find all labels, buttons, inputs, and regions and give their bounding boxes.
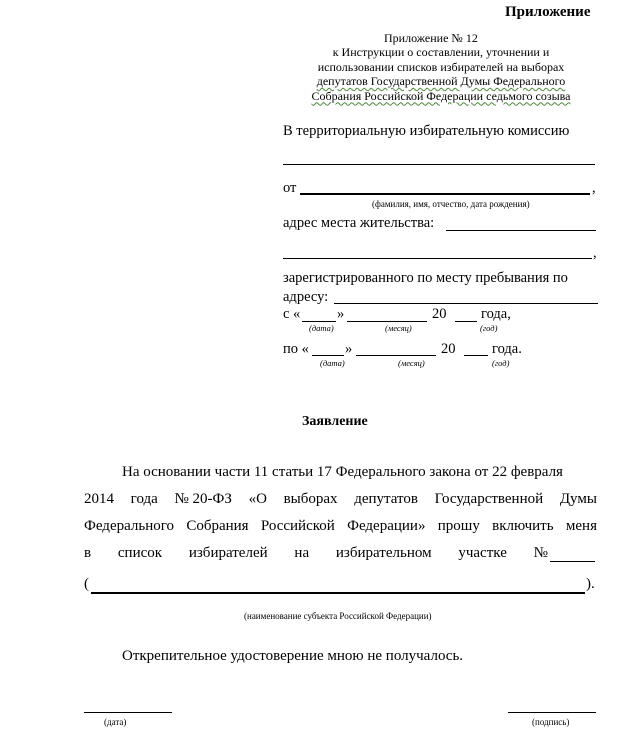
statement-line-3	[84, 518, 597, 535]
subject-hint: (наименование субъекта Российской Федерации)	[244, 611, 432, 621]
signature-hint: (подпись)	[532, 717, 570, 727]
subject-name-line	[91, 592, 585, 594]
from-date-prefix: с «	[283, 306, 301, 322]
subject-paren-close: ).	[586, 576, 595, 592]
date-hint: (дата)	[104, 717, 127, 727]
to-year-prefix: 20	[441, 341, 456, 357]
from-comma: ,	[592, 180, 596, 196]
registered-address-label: адресу:	[283, 289, 329, 305]
statement-word: выборах	[283, 491, 338, 507]
from-year-hint: (год)	[480, 323, 498, 333]
date-signature-line	[84, 712, 172, 713]
statement-word: депутатов	[354, 491, 418, 507]
statement-line-2	[84, 491, 597, 508]
from-month-hint: (месяц)	[385, 323, 412, 333]
statement-word: на	[294, 545, 310, 561]
reference-line: к Инструкции о составлении, уточнении и	[332, 45, 550, 59]
document-title: Приложение	[505, 4, 591, 20]
statement-word: избирательном	[335, 545, 432, 561]
from-month-line	[347, 321, 427, 322]
statement-word: Российской	[260, 518, 335, 534]
signature-line	[508, 712, 596, 713]
from-day-hint: (дата)	[309, 323, 334, 333]
statement-word: участке	[458, 545, 507, 561]
from-line	[300, 193, 590, 195]
instruction-reference	[284, 45, 598, 103]
to-day-hint: (дата)	[320, 358, 345, 368]
statement-word: Федерации»	[347, 518, 426, 534]
to-date-prefix: по «	[283, 341, 309, 357]
no-certificate-text: Открепительное удостоверение мною не получалось.	[122, 648, 464, 664]
statement-word: «О	[248, 491, 267, 507]
to-commission: В территориальную избирательную комиссию	[283, 123, 570, 139]
statement-heading: Заявление	[302, 414, 368, 429]
to-year-hint: (год)	[492, 358, 510, 368]
from-hint: (фамилия, имя, отчество, дата рождения)	[372, 199, 530, 209]
reference-line: депутатов Государственной Думы Федерального	[316, 74, 566, 88]
appendix-number: Приложение № 12	[384, 31, 478, 45]
from-year-prefix: 20	[432, 306, 447, 322]
statement-word: года	[130, 491, 158, 507]
statement-line-1: На основании части 11 статьи 17 Федерального закона от 22 февраля	[122, 464, 563, 480]
from-year-line	[455, 321, 477, 322]
residence-comma: ,	[593, 245, 597, 261]
residence-line	[446, 230, 596, 231]
to-day-line	[312, 355, 344, 356]
from-date-quote: »	[337, 306, 345, 322]
from-day-line	[302, 321, 336, 322]
statement-line-4	[84, 545, 548, 562]
precinct-number-line	[550, 561, 595, 562]
residence-line-2	[283, 258, 592, 259]
statement-word: Федерального	[84, 518, 175, 534]
statement-word: избирателей	[188, 545, 268, 561]
to-date-quote: »	[345, 341, 353, 357]
statement-word: №	[533, 545, 548, 561]
residence-label: адрес места жительства:	[283, 215, 435, 231]
to-date-suffix: года.	[492, 341, 522, 357]
from-label: от	[283, 180, 297, 196]
statement-word: Собрания	[186, 518, 249, 534]
subject-paren-open: (	[84, 576, 89, 592]
registered-address-line	[334, 303, 598, 304]
statement-word: Государственной	[434, 491, 544, 507]
statement-word: меня	[565, 518, 597, 534]
to-month-line	[356, 355, 436, 356]
statement-word: в	[84, 545, 92, 561]
to-year-line	[464, 355, 488, 356]
reference-line: Собрания Российской Федерации седьмого созыва	[311, 88, 571, 103]
reference-line: использовании списков избирателей на выборах	[317, 59, 565, 74]
statement-word: прошу	[437, 518, 480, 534]
commission-name-line	[283, 164, 595, 165]
registered-label: зарегистрированного по месту пребывания по	[283, 270, 568, 286]
to-month-hint: (месяц)	[398, 358, 425, 368]
statement-word: 2014	[84, 491, 114, 507]
statement-word: Думы	[559, 491, 597, 507]
statement-word: включить	[492, 518, 554, 534]
statement-word: № 20-ФЗ	[174, 491, 232, 507]
statement-word: список	[117, 545, 163, 561]
from-date-suffix: года,	[481, 306, 511, 322]
